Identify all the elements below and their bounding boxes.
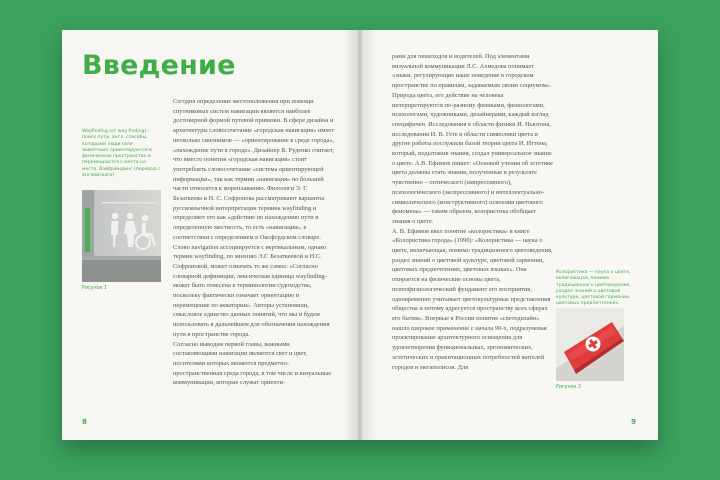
- figure-1-wayfinding-signs: [82, 190, 161, 282]
- page-number-right: 9: [631, 418, 636, 426]
- left-body-text: [173, 97, 335, 388]
- first-aid-sign-photo-icon: [556, 308, 624, 381]
- figure-2-caption: Рисунок 2: [556, 385, 582, 390]
- wayfinding-sidenote: Wayfinding (от way-finding) – поиск пути, англ. способы, которыми люди (или животные) ориентируются в физическом пространстве и перемещаются с места на место. Вайфайндинг (перевод с английского): [82, 129, 160, 179]
- figure-2-medical-sign: [556, 308, 624, 381]
- left-page: [62, 30, 360, 440]
- open-book: [62, 30, 658, 440]
- paragraph: Сегодня определение местоположения при помощи спутниковых систем навигации является наиболее достоверной формой путевой привязки. В сфере дизайна и архитектуры словосочетание «городская навигация» имеет несколько синонимов — «ориентирование в среде города», «нахождение пути в городе». Дизайнер В. Руденко считает, что вместо понятия «городская навигация» стоит употреблять словосочетание «система ориентирующей информации», так как термин «навигация» по большей части относится к мореплаванию. Филологи Э. Г. Безаткеева и Н. С. Софронова рассматривают варианты русскоязычной интерпретации термина wayfinding и определяют его как «действие по нахождению пути в определенную местность, то есть «навигация», в соответствии с определением в Оксфордском словаре. Слово navigation ассоциируется с вертикальным, однако термин wayfinding, по мнению Э.Г. Безаткеевой и Н.С. Софроновой, может означать то же самое: «Согласно словарной дефиниции, лексическая единица wayfinding- может быть отнесена к терминологии судоходства, поскольку фактически означает ориентацию и перемещение по акватории». Авторы установили, смысловое единство данных понятий, что мы и будем использовать в дальнейшем для обозначения нахождения пути в пространстве города.: [173, 98, 335, 338]
- right-page: [360, 30, 658, 440]
- page-title: Введение: [82, 50, 236, 81]
- figure-1-caption: Рисунок 1: [82, 286, 108, 291]
- page-number-left: 8: [82, 418, 87, 426]
- paragraph: Природа цвета, его действие на человека интерпретируются по-разному физиками, физиологами, психологами, художниками, дизайнерами, каждый взгляд специфичен. Исследования в области физики И. Ньютона, исследования И. В. Гете в области символики цвета и другие работы послужили базой теории цвета И. Иттена, который, подытожив знания, создал универсальное знание о цвете. А.В. Ефимов пишет: «Основой учения об эстетике цвета должны стать знания, полученные в результате чувственно – оптического (импрессивного), психологического (экспрессивного) и интеллектуально-символического (конструктивного) освоения цветового феномена» — таким образом, колористика обобщает знания о цвете.: [392, 91, 553, 225]
- paragraph: Согласно выводам первой главы, важными составляющими навигации являются свет и цвет, носителями которых являются предметно-пространственная среда города, в том числе и визуальные коммуникации, которые служат ориенти-: [173, 340, 332, 387]
- paragraph: рами для пешеходов и водителей. Под элементами визуальной коммуникации Л.С. Ахмедова понимает «знаки, регулирующие наше поведение в городском пространстве по правилам, задаваемым своим социумом».: [392, 53, 552, 90]
- paragraph: А. В. Ефимов ввел понятие «колористика» в книге «Колористика города» (1990): «Колористика — наука о цвете, включающая, помимо традиционного цветоведения, раздел знаний о цветовой культуре, цветовой гармонии, цветовых предпочтениях, цветовых языках». Она опирается на физические основы цвета, психофизиологический фундамент его восприятия, одновременно учитывает цветокультурные представления общества и потому адресуется пространству всех сферах его бытия». Впервые в России понятие «светодизайн» нашло широкое применение с начала 90-х, подразумевая проектирование архитектурного освещения для удовлетворения функциональных, эргономических, эстетических и ориентационных потребностей жителей городов и мегаполисов. Для: [392, 227, 553, 371]
- coloristics-sidenote: Колористика — наука о цвете, включающая, помимо традиционного цветоведения, раздел знаний о цветовой культуре, цветовой гармонии, цветовых предпочтениях,: [556, 270, 631, 307]
- signage-photo-icon: [82, 190, 161, 282]
- right-body-text: [392, 52, 555, 372]
